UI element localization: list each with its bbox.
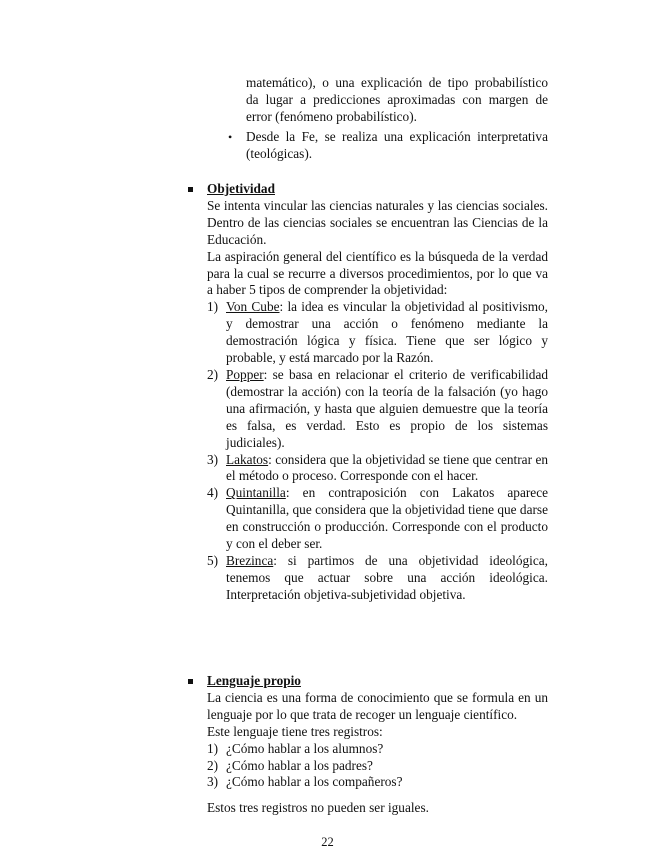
item-text: ¿Cómo hablar a los compañeros? [226,774,403,790]
paragraph: La ciencia es una forma de conocimiento que se formula en un lenguaje por lo que trata de recoger un lenguaje científico. [207,689,548,722]
item-text: ¿Cómo hablar a los alumnos? [226,740,384,756]
section-bullet-icon [188,187,193,192]
list-number: 3) [207,451,219,467]
section-heading: Objetividad [207,181,275,196]
paragraph: La aspiración general del científico es la búsqueda de la verdad para la cual se recurre a diversos procedimientos, por lo que va a haber 5 tipos de comprender la objetividad: [207,248,548,298]
bullet-line: (teológicas). [246,145,313,161]
list-number: 5) [207,552,219,568]
list-item [207,741,548,758]
list-item [207,553,548,604]
author-name: Quintanilla [226,485,286,501]
author-name: Popper [226,366,264,382]
section-bullet-icon [188,679,193,684]
list-number: 1) [207,740,219,756]
author-name: Brezinca [226,552,274,568]
bullet-dot-icon: • [228,130,233,144]
list-item [207,485,548,553]
item-text: : la idea es vincular la objetividad al positivismo, y demostrar una acción o fenómeno mediante la demostración lógica y física. Tiene que ser lógico y probable, y está marcado por la Razón. [226,299,549,366]
continuation-text [246,75,548,126]
list-number: 1) [207,299,219,315]
list-number: 4) [207,485,219,501]
list-item [207,452,548,486]
list-item [207,774,548,791]
paragraph: Se intenta vincular las ciencias naturales y las ciencias sociales. Dentro de las ciencias sociales se encuentran las Ciencias de la Educación. [207,197,548,247]
list-number: 2) [207,757,219,773]
objetividad-section [207,181,548,604]
bullet-line: Desde la Fe, se realiza una explicación interpretativa [246,129,548,144]
item-text: : se basa en relacionar el criterio de verificabilidad (demostrar la acción) con la teoría de la falsación (yo hago una afirmación, y hasta que alguien demuestre que la teoría es falsa, es verdad. Esto es propio de los sistemas judiciales). [226,366,548,450]
list-item [207,367,548,452]
author-name: Lakatos [226,451,269,467]
continuation-line: da lugar a predicciones aproximadas con margen de [246,91,548,107]
lenguaje-section [207,673,548,817]
section-heading: Lenguaje propio [207,673,301,688]
item-text: : si partimos de una objetividad ideológica, tenemos que actuar sobre una acción ideológica. Interpretación objetiva-subjetividad objetiva. [226,552,548,602]
item-text: ¿Cómo hablar a los padres? [226,757,373,773]
item-text: : en contraposición con Lakatos aparece Quintanilla, que considera que la objetividad tiene que darse en construcción o producción. Corresponde con el producto y con el deber ser. [226,485,548,552]
continuation-line: matemático), o una explicación de tipo probabilístico [246,75,548,90]
list-item [207,299,548,367]
fe-bullet-item [228,129,548,163]
list-number: 3) [207,774,219,790]
continuation-line: error (fenómeno probabilístico). [246,108,417,124]
page-number: 22 [321,835,334,849]
closing-paragraph: Estos tres registros no pueden ser iguales. [207,800,429,816]
list-item [207,758,548,775]
author-name: Von Cube [226,299,280,315]
item-text: : considera que la objetividad se tiene que centrar en el método o proceso. Corresponde con el hacer. [226,451,548,484]
list-number: 2) [207,366,219,382]
paragraph: Este lenguaje tiene tres registros: [207,723,383,739]
